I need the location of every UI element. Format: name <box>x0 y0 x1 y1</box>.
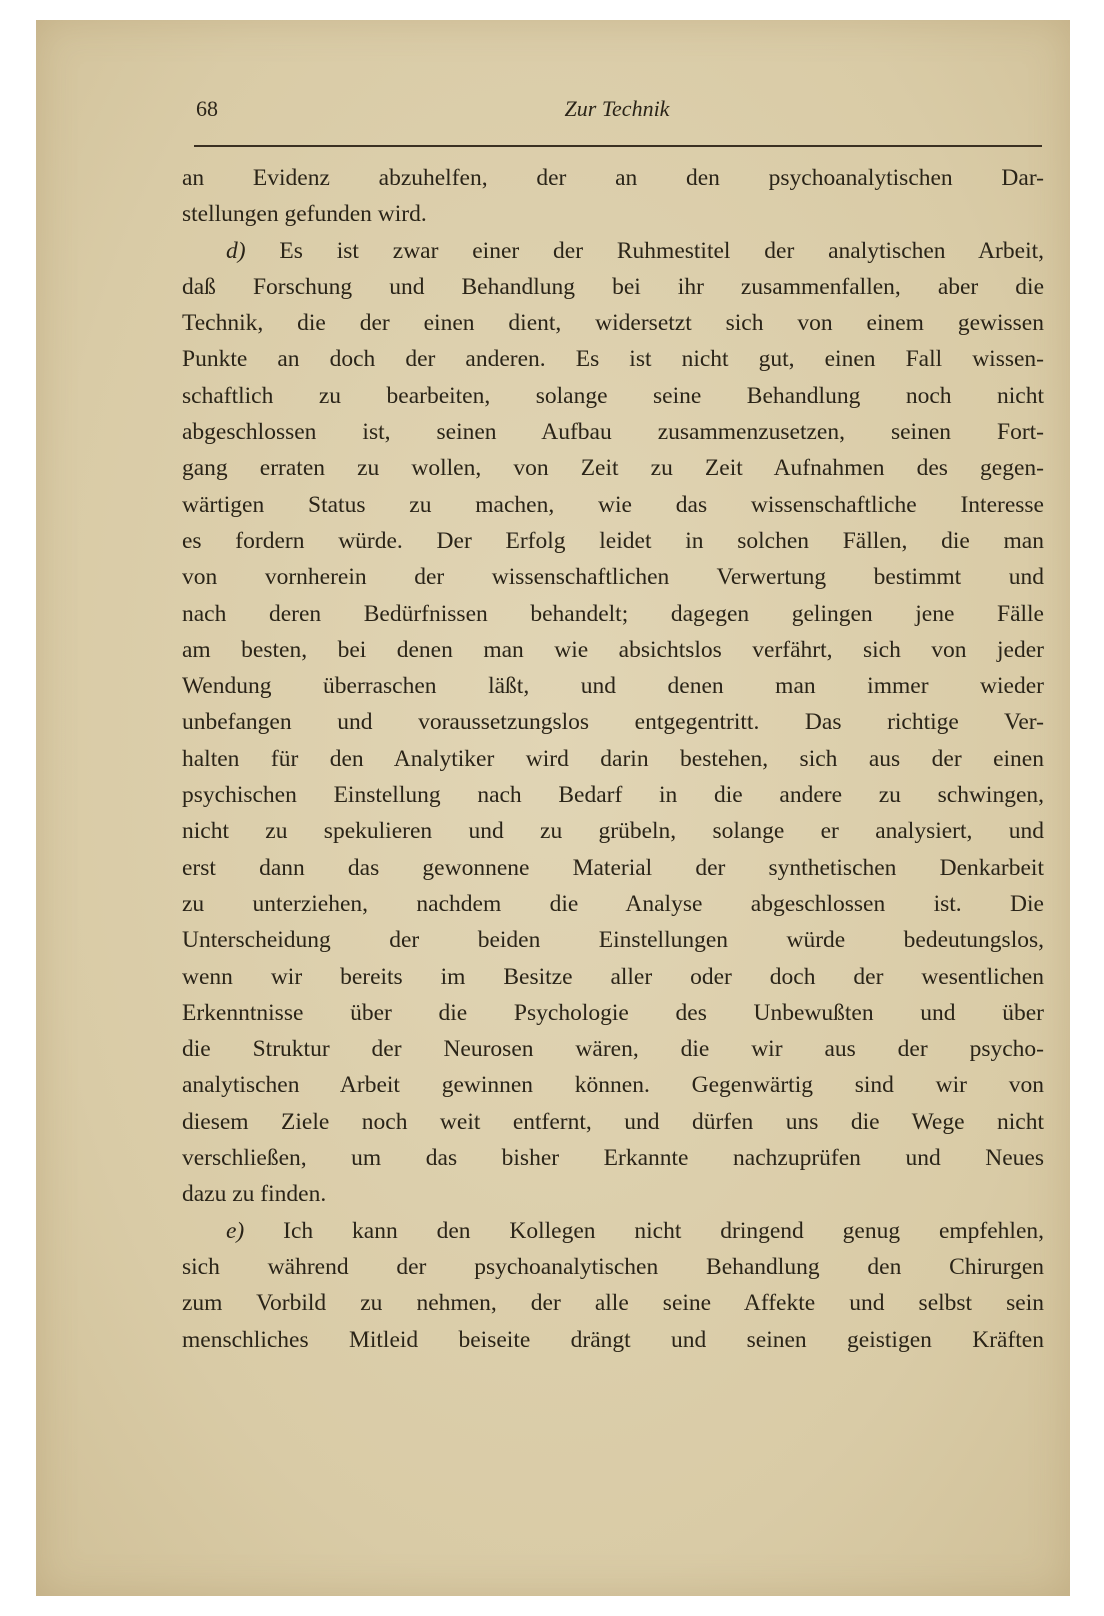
text-line: diesem Ziele noch weit entfernt, und dürfen uns die Wege nicht <box>182 1108 1044 1135</box>
text-line: zu unterziehen, nachdem die Analyse abgeschlossen ist. Die <box>182 890 1044 917</box>
page-number: 68 <box>196 96 218 121</box>
text-line: analytischen Arbeit gewinnen können. Gegenwärtig sind wir von <box>182 1072 1044 1099</box>
text-line: abgeschlossen ist, seinen Aufbau zusammenzusetzen, seinen Fort- <box>182 419 1044 446</box>
text-line: wärtigen Status zu machen, wie das wissenschaftliche Interesse <box>182 491 1044 518</box>
text-line: Unterscheidung der beiden Einstellungen würde bedeutungslos, <box>182 927 1044 954</box>
text-line: Punkte an doch der anderen. Es ist nicht gut, einen Fall wissen- <box>182 346 1044 373</box>
running-head <box>196 92 1038 126</box>
text-line: halten für den Analytiker wird darin bestehen, sich aus der einen <box>182 745 1044 772</box>
paragraph-marker-e: e) <box>226 1217 245 1244</box>
paragraph-e-first-line <box>182 1213 1044 1249</box>
text-line: gang erraten zu wollen, von Zeit zu Zeit Aufnahmen des gegen- <box>182 455 1044 482</box>
text-line: erst dann das gewonnene Material der synthetischen Denkarbeit <box>182 854 1044 881</box>
text-line: Erkenntnisse über die Psychologie des Unbewußten und über <box>182 999 1044 1026</box>
text-line: wenn wir bereits im Besitze aller oder doch der wesentlichen <box>182 963 1044 990</box>
text-line: nach deren Bedürfnissen behandelt; dagegen gelingen jene Fälle <box>182 600 1044 627</box>
text-line: Wendung überraschen läßt, und denen man immer wieder <box>182 673 1044 700</box>
book-page <box>36 20 1070 1596</box>
paragraph-d-first-line <box>182 233 1044 269</box>
body-text <box>182 160 1044 1358</box>
text-line: am besten, bei denen man wie absichtslos verfährt, sich von jeder <box>182 636 1044 663</box>
text-line: zum Vorbild zu nehmen, der alle seine Affekte und selbst sein <box>182 1290 1044 1317</box>
text-line: von vornherein der wissenschaftlichen Verwertung bestimmt und <box>182 564 1044 591</box>
text-line: menschliches Mitleid beiseite drängt und seinen geistigen Kräften <box>182 1326 1044 1353</box>
header-rule <box>194 145 1042 147</box>
text-line: stellungen gefunden wird. <box>182 201 427 228</box>
text-line: schaftlich zu bearbeiten, solange seine Behandlung noch nicht <box>182 382 1044 409</box>
text-line: nicht zu spekulieren und zu grübeln, solange er analysiert, und <box>182 818 1044 845</box>
text-line: Es ist zwar einer der Ruhmestitel der analytischen Arbeit, <box>279 237 1044 264</box>
text-line: die Struktur der Neurosen wären, die wir aus der psycho- <box>182 1036 1044 1063</box>
paragraph-marker-d: d) <box>226 237 246 264</box>
text-line: unbefangen und voraussetzungslos entgegentritt. Das richtige Ver- <box>182 709 1044 736</box>
text-line: Ich kann den Kollegen nicht dringend genug empfehlen, <box>283 1217 1044 1244</box>
text-line: sich während der psychoanalytischen Behandlung den Chirurgen <box>182 1253 1044 1280</box>
text-line: es fordern würde. Der Erfolg leidet in solchen Fällen, die man <box>182 527 1044 554</box>
running-title: Zur Technik <box>564 96 670 121</box>
text-line: Technik, die der einen dient, widersetzt sich von einem gewissen <box>182 310 1044 337</box>
text-line: dazu zu finden. <box>182 1181 327 1208</box>
text-line: an Evidenz abzuhelfen, der an den psychoanalytischen Dar- <box>182 165 1044 191</box>
text-line: psychischen Einstellung nach Bedarf in die andere zu schwingen, <box>182 782 1044 809</box>
text-line: daß Forschung und Behandlung bei ihr zusammenfallen, aber die <box>182 273 1044 300</box>
text-line: verschließen, um das bisher Erkannte nachzuprüfen und Neues <box>182 1145 1044 1172</box>
